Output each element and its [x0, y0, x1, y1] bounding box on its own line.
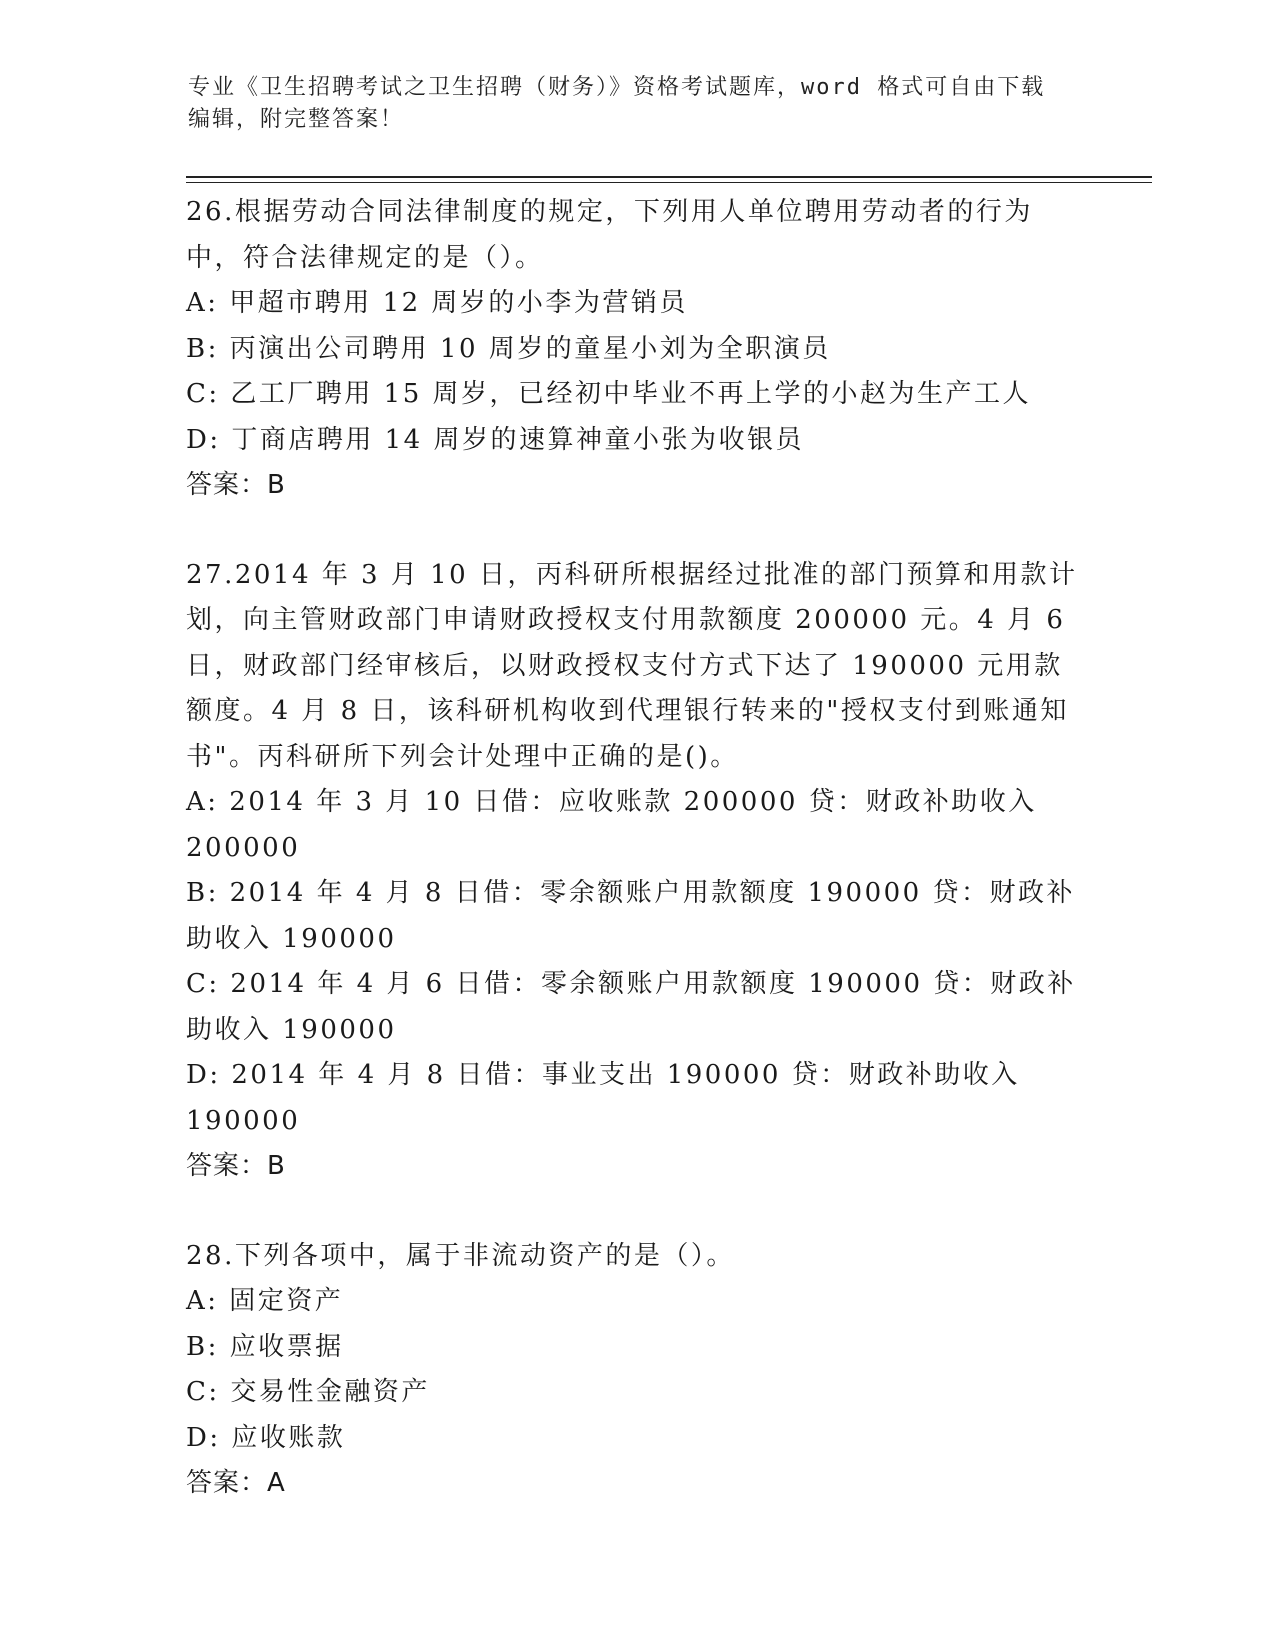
answer-label: 答案：B: [186, 1151, 286, 1181]
option-c: C: 乙工厂聘用 15 周岁，已经初中毕业不再上学的小赵为生产工人: [186, 379, 1032, 409]
header-divider-thick: [186, 176, 1152, 178]
option-d: D: 应收账款: [186, 1422, 346, 1453]
option-b: B: 丙演出公司聘用 10 周岁的童星小刘为全职演员: [186, 333, 831, 364]
question-28: [186, 1234, 1086, 1507]
option-c: C: 交易性金融资产: [186, 1377, 430, 1407]
option-c: C: 2014 年 4 月 6 日借：零余额账户用款额度 190000 贷：财政补助收入 190000: [186, 969, 1076, 1045]
option-b: B: 2014 年 4 月 8 日借：零余额账户用款额度 190000 贷：财政补助收入 190000: [186, 878, 1075, 954]
option-a: A: 2014 年 3 月 10 日借：应收账款 200000 贷：财政补助收入 200000: [186, 787, 1037, 863]
option-a: A: 固定资产: [186, 1286, 344, 1316]
option-b: B: 应收票据: [186, 1331, 344, 1362]
question-stem: 26.根据劳动合同法律制度的规定，下列用人单位聘用劳动者的行为中，符合法律规定的是（）。: [186, 197, 1033, 273]
question-list: [186, 190, 1086, 1551]
option-a: A: 甲超市聘用 12 周岁的小李为营销员: [186, 288, 688, 318]
answer-label: 答案：B: [186, 470, 286, 500]
header-line-2: 编辑，附完整答案！: [188, 107, 405, 132]
question-stem: 28.下列各项中，属于非流动资产的是（）。: [186, 1240, 735, 1271]
question-27: [186, 553, 1086, 1190]
question-stem: 27.2014 年 3 月 10 日，丙科研所根据经过批准的部门预算和用款计划，向主管财政部门申请财政授权支付用款额度 200000 元。4 月 6 日，财政部门经审核后，以财政授权支付方式下达了 190000 元用款额度。4 月 8 日，该科研机构收到代理银行转来的"授权支付到账通知书"。丙科研所下列会计处理中正确的是()。: [186, 559, 1078, 772]
option-d: D: 丁商店聘用 14 周岁的速算神童小张为收银员: [186, 424, 804, 455]
header-divider-thin: [186, 182, 1152, 183]
answer-label: 答案：A: [186, 1468, 286, 1498]
header-line-1: 专业《卫生招聘考试之卫生招聘（财务）》资格考试题库，word 格式可自由下载: [188, 75, 1046, 100]
question-26: [186, 190, 1086, 509]
option-d: D: 2014 年 4 月 8 日借：事业支出 190000 贷：财政补助收入 190000: [186, 1060, 1020, 1136]
document-header: [188, 72, 1078, 136]
